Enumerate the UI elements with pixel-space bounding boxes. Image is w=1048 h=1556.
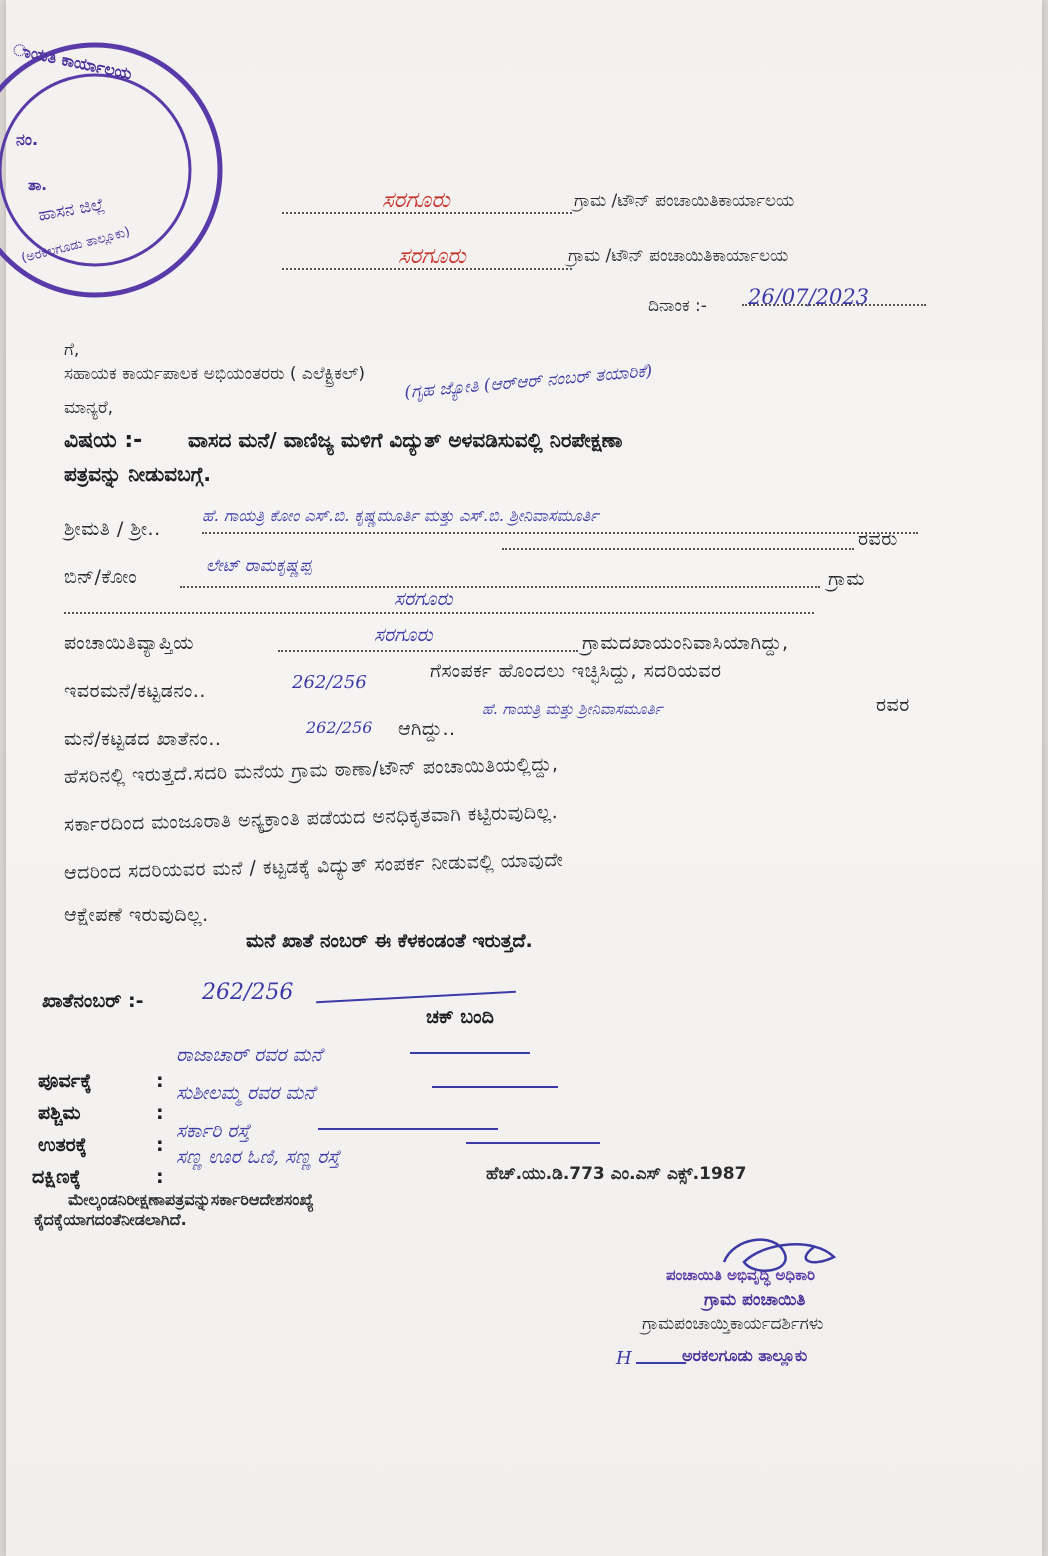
body-shrimati: ಶ್ರೀಮತಿ / ಶ್ರೀ.. — [64, 518, 161, 540]
body-line-10: ಆಕ್ಷೇಪಣೆ ಇರುವುದಿಲ್ಲ. — [64, 904, 209, 926]
body-panchayat-label: ಪಂಚಾಯಿತಿವ್ಯಾಪ್ತಿಯ — [64, 632, 194, 654]
salutation: ಮಾನ್ಯರೆ, — [64, 398, 114, 418]
stamp-text-top: ಾಯತಿ ಕಾರ್ಯಾಲಯ — [11, 39, 134, 84]
boundary-east-line — [410, 1052, 530, 1054]
body-resident: ಗ್ರಾಮದಖಾಯಂನಿವಾಸಿಯಾಗಿದ್ದು, — [582, 632, 789, 654]
boundary-east-colon: : — [156, 1070, 164, 1092]
boundary-south-value: ಸಣ್ಣ ಊರ ಓಣಿ, ಸಣ್ಣ ರಸ್ತೆ — [176, 1146, 340, 1168]
handwritten-note: (ಗೃಹ ಜ್ಯೋತಿ (ಆರ್‌ಆರ್ ನಂಬರ್ ತಯಾರಿಕೆ) — [403, 361, 654, 403]
sign-stamp-line-2: ಗ್ರಾಮ ಪಂಚಾಯಿತಿ — [704, 1290, 806, 1310]
sign-stamp-line-1: ಪಂಚಾಯಿತಿ ಅಭಿವೃದ್ಧಿ ಅಧಿಕಾರಿ — [666, 1266, 816, 1284]
stamp-text-district: ಹಾಸನ ಜಿಲ್ಲೆ — [36, 194, 107, 226]
stamp-text-bottom: (ಅರಕಲಗೂಡು ತಾಲ್ಲೂಕು) — [19, 224, 132, 267]
boundary-west-colon: : — [156, 1102, 164, 1124]
sign-stamp-line-3: ಗ್ರಾಮಪಂಚಾಯ್ತಿಕಾರ್ಯದರ್ಶಿಗಳು — [642, 1314, 824, 1334]
body-name-hand: ಹೆ. ಗಾಯತ್ರಿ ಕೋಂ ಎಸ್.ಬಿ. ಕೃಷ್ಣಮೂರ್ತಿ ಮತ್ತು ಎಸ್.ಬಿ. ಶ್ರೀನಿವಾಸಮೂರ್ತಿ — [202, 506, 599, 525]
date-label: ದಿನಾಂಕ :- — [648, 296, 707, 316]
boundary-west-line — [432, 1086, 558, 1088]
body-line-5b: ಗೆಸಂಪರ್ಕ ಹೊಂದಲು ಇಚ್ಛಿಸಿದ್ದು, ಸದರಿಯವರ — [430, 660, 722, 682]
boundary-east-label: ಪೂರ್ವಕ್ಕೆ — [38, 1070, 92, 1092]
order-line-1-prefix: ಮೇಲ್ಕಂಡನಿರೀಕ್ಷಣಾಪತ್ರವನ್ನುಸರ್ಕಾರಿಆದೇಶಸಂಖ್ಯೆ — [68, 1190, 314, 1209]
date-dots — [742, 304, 926, 306]
date-value: 26/07/2023 — [748, 285, 870, 309]
body-panchayat-hand: ಸರಗೂರು — [374, 624, 433, 646]
boundary-south-label: ದಕ್ಷಿಣಕ್ಕೆ — [32, 1166, 81, 1188]
body-dots-2 — [502, 548, 854, 550]
sign-initials-line — [636, 1362, 686, 1364]
body-dots-4 — [64, 612, 814, 614]
header-dots-1 — [282, 212, 572, 214]
boundary-west-label: ಪಶ್ಚಿಮ — [38, 1102, 81, 1124]
body-line-6-num: 262/256 — [306, 718, 373, 737]
body-line-5a: ಇವರಮನೆ/ಕಟ್ಟಡನಂ.. — [64, 680, 206, 702]
subject-line-1: ವಾಸದ ಮನೆ/ ವಾಣಿಜ್ಯ ಮಳಿಗೆ ವಿದ್ಯುತ್ ಅಳವಡಿಸುವಲ್ಲಿ ನಿರಪೇಕ್ಷಣಾ — [188, 428, 623, 452]
body-father-hand: ಲೇಟ್ ರಾಮಕೃಷ್ಣಪ್ಪ — [206, 556, 312, 576]
stamp-text-ta: ತಾ. — [28, 176, 47, 194]
body-dots-5 — [278, 650, 578, 652]
body-father-label: ಬಿನ್/ಕೋಂ — [64, 566, 138, 588]
boundary-east-value: ರಾಜಾಚಾರ್ ರವರ ಮನೆ — [176, 1044, 322, 1066]
to-label: ಗೆ, — [64, 340, 80, 360]
khata-heading: ಮನೆ ಖಾತೆ ನಂಬರ್ ಈ ಕೆಳಕಂಡಂತೆ ಇರುತ್ತದೆ. — [246, 930, 533, 952]
boundary-south-line — [466, 1142, 600, 1144]
body-village-hand: ಸರಗೂರು — [394, 588, 453, 610]
body-line-8: ಸರ್ಕಾರದಿಂದ ಮಂಜೂರಾತಿ ಅನ್ಯಕ್ರಾಂತಿ ಪಡೆಯದ ಅನಧಿಕೃತವಾಗಿ ಕಟ್ಟಿರುವುದಿಲ್ಲ. — [63, 801, 559, 836]
boundary-north-line — [318, 1128, 498, 1130]
boundary-north-colon: : — [156, 1134, 164, 1156]
chakbandi-heading: ಚಕ್ ಬಂದಿ — [426, 1006, 494, 1028]
boundary-north-value: ಸರ್ಕಾರಿ ರಸ್ತೆ — [176, 1120, 250, 1142]
body-line-9: ಆದರಿಂದ ಸದರಿಯವರ ಮನೆ / ಕಟ್ಟಡಕ್ಕೆ ವಿದ್ಯುತ್ ಸಂಪರ್ಕ ನೀಡುವಲ್ಲಿ ಯಾವುದೇ — [63, 848, 564, 884]
body-line-6c: ರವರ — [876, 694, 910, 716]
body-line-7: ಹೆಸರಿನಲ್ಲಿ ಇರುತ್ತದೆ.ಸದರಿ ಮನೆಯ ಗ್ರಾಮ ಠಾಣಾ/ಟೌನ್ ಪಂಚಾಯಿತಿಯಲ್ಲಿದ್ದು, — [63, 753, 559, 788]
boundary-west-value: ಸುಶೀಲಮ್ಮ ರವರ ಮನೆ — [176, 1082, 315, 1104]
subject-label: ವಿಷಯ :- — [64, 428, 143, 453]
header-office-1: ಗ್ರಾಮ /ಟೌನ್ ಪಂಚಾಯಿತಿಕಾರ್ಯಾಲಯ — [574, 191, 795, 211]
body-line-6b: ಆಗಿದ್ದು.. — [398, 718, 456, 740]
khata-value: 262/256 — [202, 980, 294, 1005]
sign-initials: H — [616, 1348, 632, 1369]
header-office-2: ಗ್ರಾಮ /ಟೌನ್ ಪಂಚಾಯಿತಿಕಾರ್ಯಾಲಯ — [568, 246, 789, 266]
body-line-6-hand: ಹೆ. ಗಾಯತ್ರಿ ಮತ್ತು ಶ್ರೀನಿವಾಸಮೂರ್ತಿ — [482, 700, 663, 718]
order-line-2: ಕೈದಕ್ಕೆಯಾಗದಂತೆನೀಡಲಾಗಿದೆ. — [34, 1210, 187, 1229]
boundary-north-label: ಉತರಕ್ಕೆ — [38, 1134, 87, 1156]
header-village-2: ಸರಗೂರು — [398, 244, 466, 269]
body-grama: ಗ್ರಾಮ — [828, 568, 865, 590]
subject-line-2: ಪತ್ರವನ್ನು ನೀಡುವಬಗ್ಗೆ. — [64, 462, 211, 486]
order-line-1: ಹೆಚ್.ಯು.ಡಿ.773 ಎಂ.ಎಸ್ ಎಕ್ಸ್.1987 — [486, 1164, 747, 1184]
sign-stamp-line-4: ಅರಕಲಗೂಡು ತಾಲ್ಲೂಕು — [682, 1346, 808, 1365]
stamp-text-no: ನಂ. — [16, 130, 39, 149]
khata-label: ಖಾತೆನಂಬರ್ :- — [42, 990, 144, 1012]
header-dots-2 — [282, 268, 572, 270]
body-dots-1 — [202, 532, 918, 534]
body-line-5-num: 262/256 — [292, 672, 367, 693]
document-page — [6, 0, 1042, 1556]
boundary-south-colon: : — [156, 1166, 164, 1188]
body-line-6a: ಮನೆ/ಕಟ್ಟಡದ ಖಾತೆನಂ.. — [64, 728, 222, 750]
recipient-officer: ಸಹಾಯಕ ಕಾರ್ಯಪಾಲಕ ಅಭಿಯಂತರರು ( ಎಲೆಕ್ಟ್ರಿಕಲ್) — [64, 364, 366, 384]
header-village-1: ಸರಗೂರು — [382, 188, 450, 213]
khata-value-line — [316, 991, 516, 1003]
body-ravaru: ರವರು — [858, 528, 898, 550]
body-dots-3 — [180, 586, 820, 588]
